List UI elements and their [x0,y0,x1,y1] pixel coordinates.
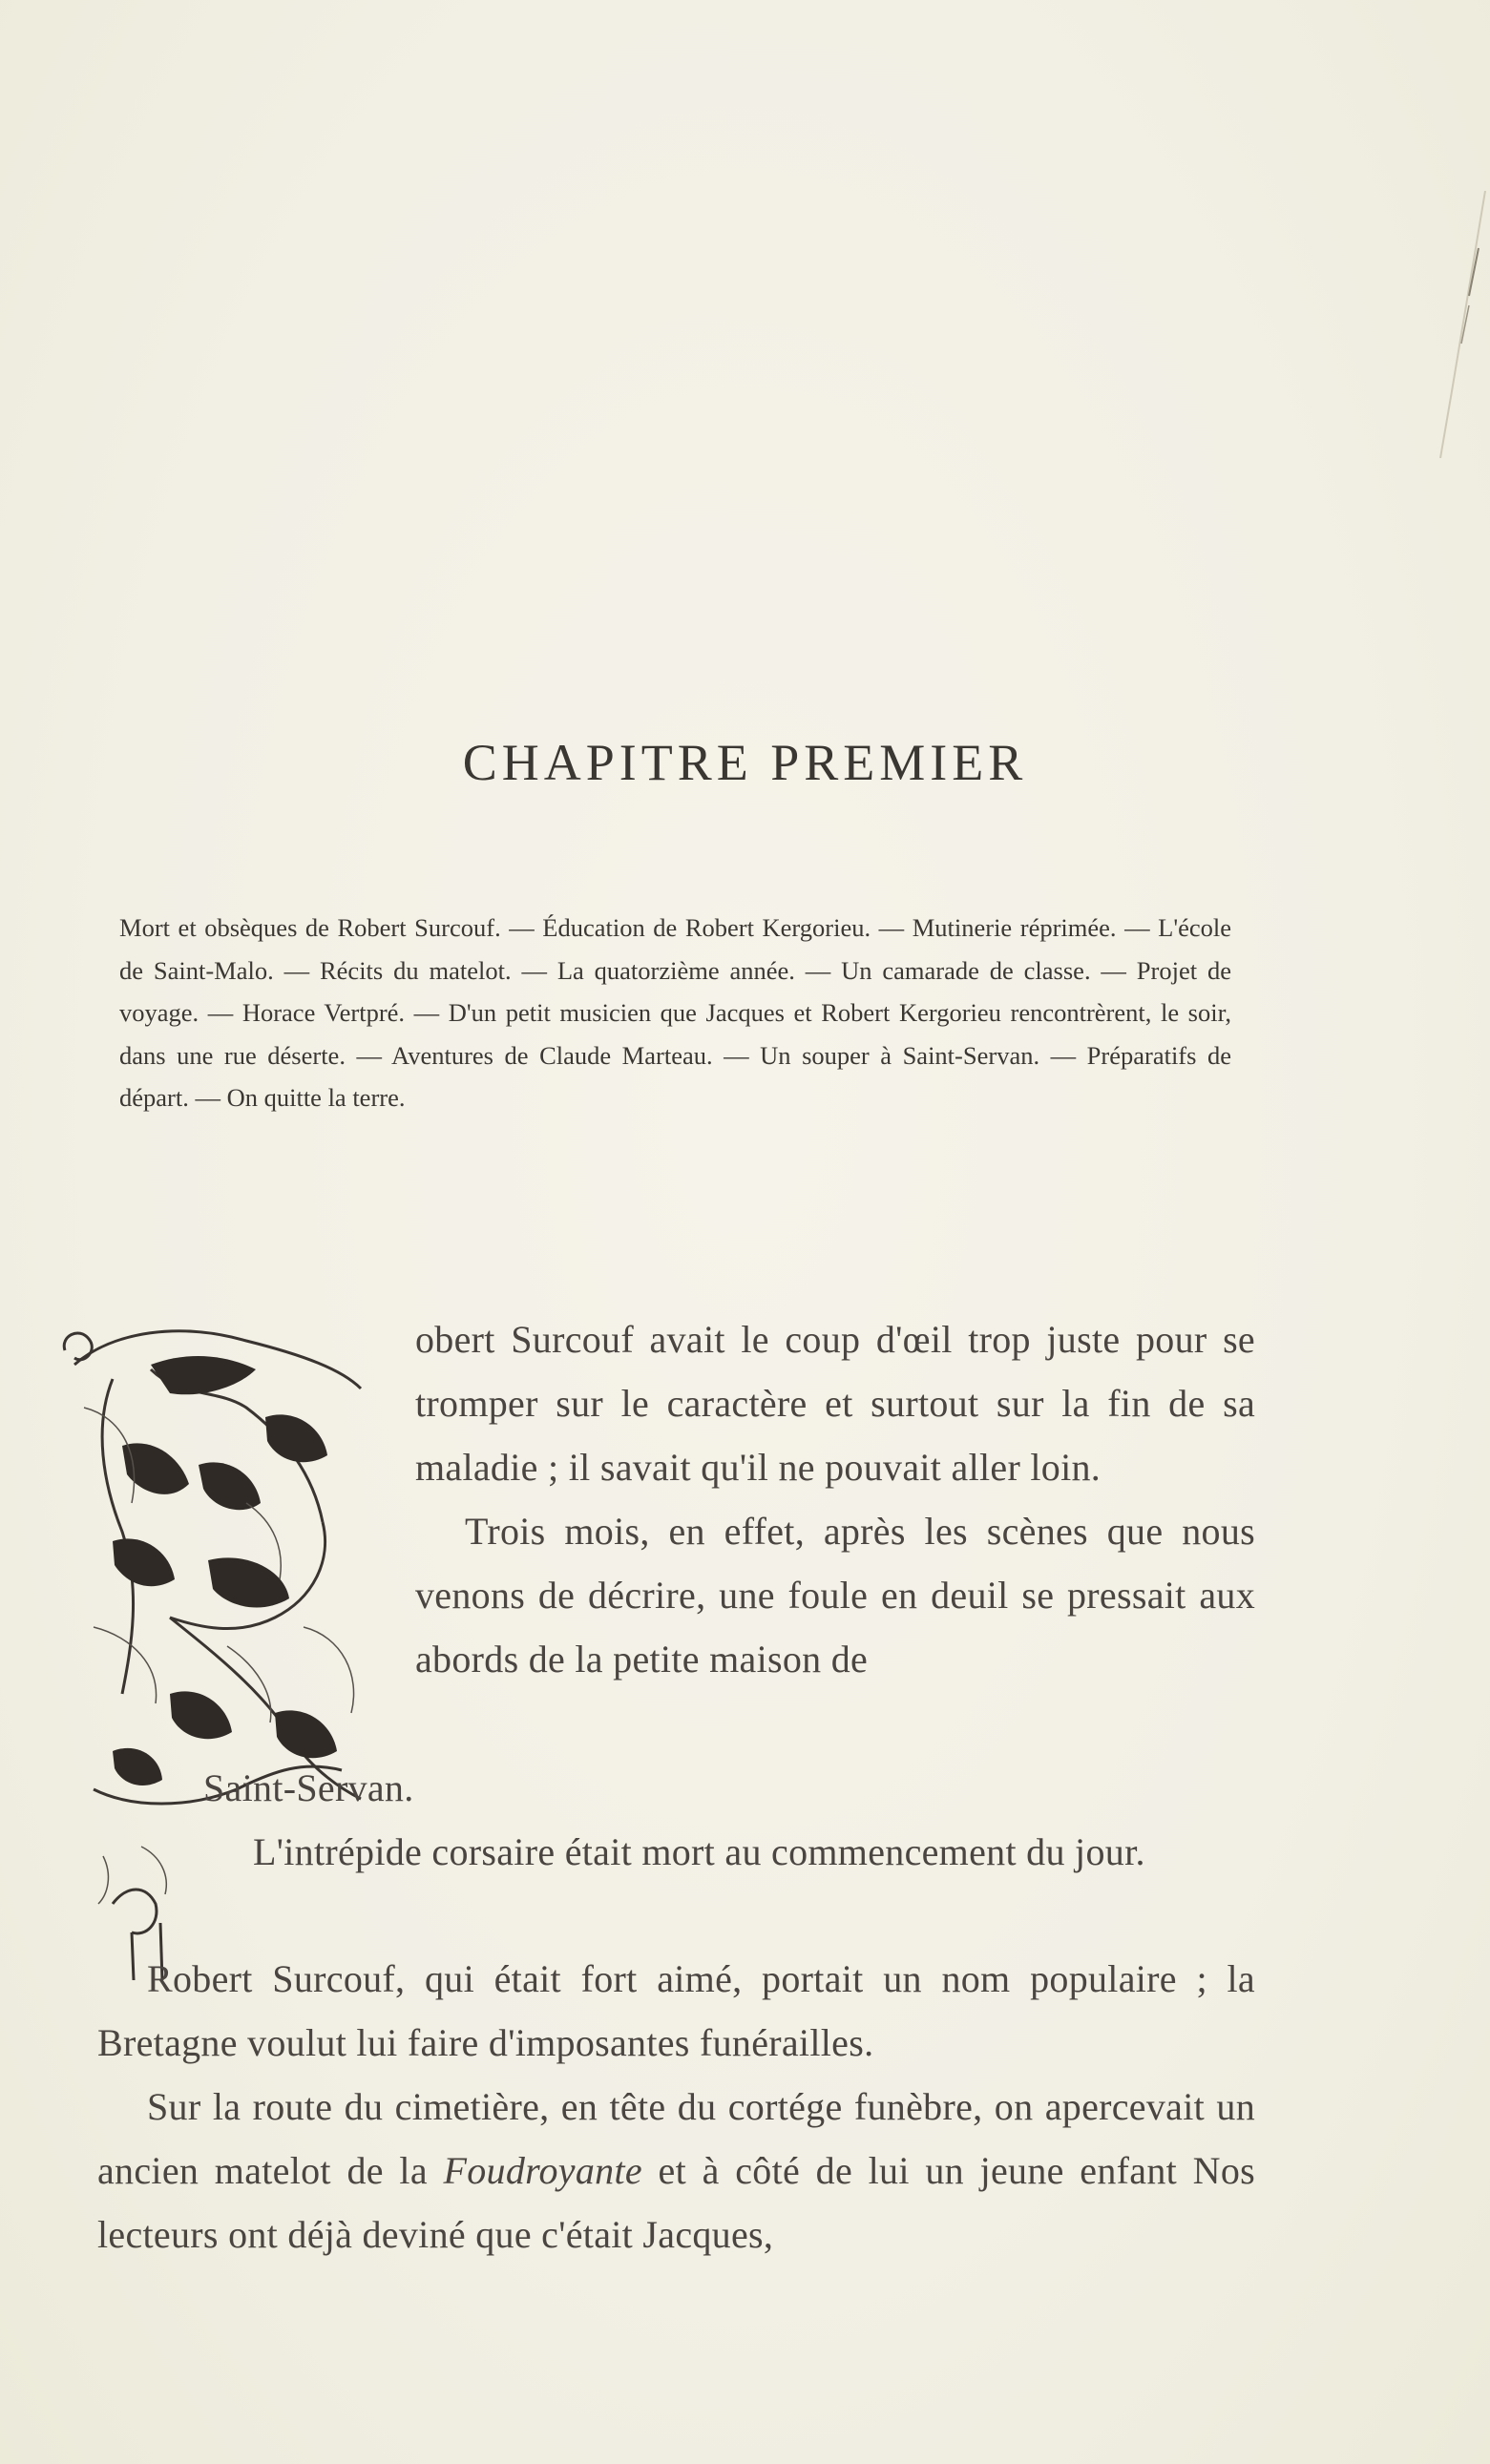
paragraph: Robert Surcouf, qui était fort aimé, portait un nom populaire ; la Bretagne voulut lui faire d'imposantes funérailles. [97,1957,1255,2064]
page-edge-mark [1414,191,1490,496]
text-block-below-initial [203,1756,1255,1884]
paragraph: Trois mois, en effet, après les scènes que nous venons de décrire, une foule en deuil se pressait aux abords de la petite maison de [415,1510,1255,1681]
paragraph [97,2075,1255,2266]
ship-name: Foudroyante [443,2149,642,2192]
text-run: et à côté de lui un jeune enfant Nos lecteurs ont déjà deviné que c'était Jacques, [97,2149,1255,2256]
chapter-summary: Mort et obsèques de Robert Surcouf. — Éducation de Robert Kergorieu. — Mutinerie réprimée. — L'école de Saint-Malo. — Récits du matelot. — La quatorzième année. — Un camarade de classe. — Projet de voyage. — Horace Vertpré. — D'un petit musicien que Jacques et Robert Kergorieu rencontrèrent, le soir, dans une rue déserte. — Aventures de Claude Marteau. — Un souper à Saint-Servan. — Préparatifs de départ. — On quitte la terre. [119,913,1231,1112]
paragraph: L'intrépide corsaire était mort au commencement du jour. [253,1830,1145,1873]
chapter-title: CHAPITRE PREMIER [462,734,1028,791]
text-run: Sur la route du cimetière, en tête du cortége funèbre, on apercevait un ancien matelot de la [97,2085,1255,2192]
text-block-beside-initial [415,1307,1255,1691]
paragraph: obert Surcouf avait le coup d'œil trop juste pour se tromper sur le caractère et surtout sur la fin de sa maladie ; il savait qu'il ne pouvait aller loin. [415,1318,1255,1489]
paragraph-continuation: Saint-Servan. [203,1766,414,1809]
text-block-full-width [97,1947,1255,2266]
